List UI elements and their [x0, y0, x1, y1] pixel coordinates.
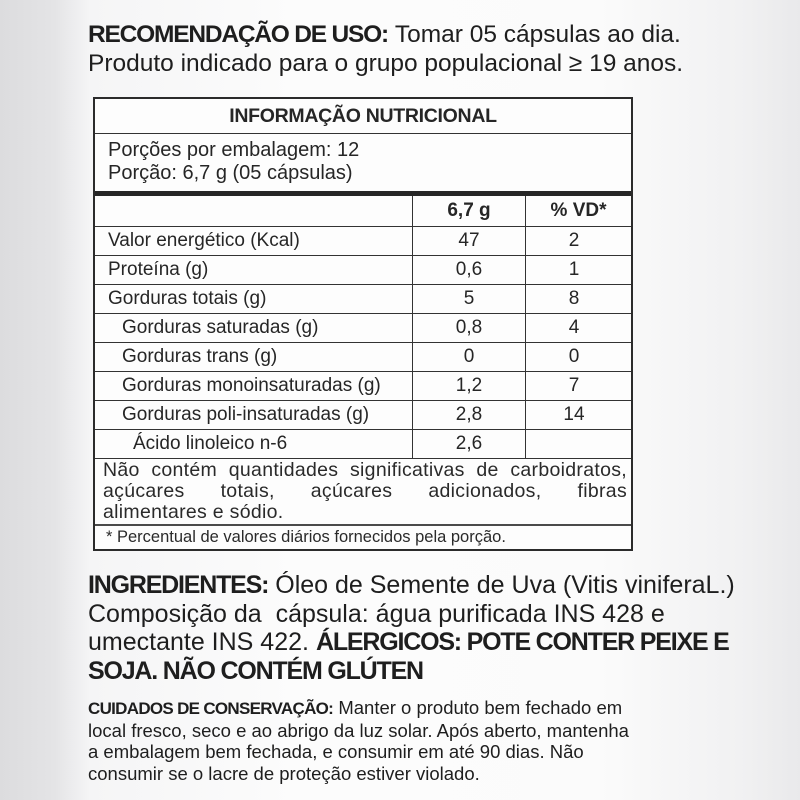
nutrient-daily-value-empty [525, 430, 631, 458]
nutrient-daily-value: 2 [525, 227, 631, 255]
usage-label: RECOMENDAÇÃO DE USO: [88, 21, 388, 48]
ingredients-label: INGREDIENTES: [88, 571, 269, 599]
nutrient-label: Gorduras saturadas (g) [122, 317, 319, 338]
storage-label: CUIDADOS DE CONSERVAÇÃO: [88, 699, 334, 718]
ingredients-line [88, 600, 735, 629]
nutrient-amount: 1,2 [412, 372, 525, 400]
serving-size: Porção: 6,7 g (05 cápsulas) [108, 162, 353, 184]
nutrient-row-energy [95, 227, 631, 256]
ingredients-text: Óleo de Semente de Uva (Vitis viniferaL.) [275, 571, 735, 599]
nutrient-row-linoleic-acid [95, 430, 631, 459]
table-header-row [95, 196, 631, 227]
header-amount: 6,7 g [412, 196, 525, 226]
nutrient-daily-value: 8 [525, 285, 631, 313]
storage-text: Manter o produto bem fechado em [338, 697, 623, 718]
nutrition-note [103, 460, 627, 523]
usage-dosage: Tomar 05 cápsulas ao dia. [394, 21, 681, 48]
nutrient-label: Gorduras totais (g) [108, 288, 267, 309]
nutrient-row-monounsaturated-fat [95, 372, 631, 401]
storage-line [88, 741, 629, 763]
ingredients-line [88, 657, 735, 686]
nutrition-note-line: Não contém quantidades significativas de carboidratos, [103, 459, 627, 481]
storage-section [88, 697, 629, 785]
daily-value-footnote: * Percentual de valores diários fornecidos pela porção. [106, 528, 506, 546]
nutrient-grid [95, 196, 631, 459]
storage-text: a embalagem bem fechada, e consumir em até 90 dias. Não [88, 741, 584, 763]
nutrient-amount: 0 [412, 343, 525, 371]
nutrient-row-total-fat [95, 285, 631, 314]
serving-info [108, 139, 359, 185]
storage-text: local fresco, seco e ao abrigo da luz solar. Após aberto, mantenha [88, 719, 629, 741]
nutrient-amount: 0,6 [412, 256, 525, 284]
usage-target-group-line [88, 49, 683, 78]
nutrient-row-trans-fat [95, 343, 631, 372]
nutrition-table-title: INFORMAÇÃO NUTRICIONAL [95, 99, 631, 134]
nutrient-row-protein [95, 256, 631, 285]
ingredients-line [88, 628, 735, 657]
nutrient-amount: 5 [412, 285, 525, 313]
storage-line [88, 720, 629, 742]
nutrient-amount: 47 [412, 227, 525, 255]
nutrient-daily-value: 7 [525, 372, 631, 400]
usage-line [88, 20, 683, 49]
nutrition-note-line: alimentares e sódio. [103, 501, 284, 523]
ingredients-section [88, 571, 735, 685]
storage-line [88, 697, 629, 720]
usage-recommendation [88, 20, 683, 78]
nutrition-note-line: açúcares totais, açúcares adicionados, fibras [103, 480, 627, 502]
nutrient-label: Gorduras trans (g) [122, 346, 278, 367]
usage-target-group: Produto indicado para o grupo populacional ≥ 19 anos. [88, 50, 684, 77]
allergens-warning: ÁLERGICOS: POTE CONTER PEIXE E [315, 628, 729, 656]
nutrient-label: Gorduras poli-insaturadas (g) [122, 404, 370, 425]
storage-line [88, 763, 629, 785]
header-daily-value: % VD* [525, 196, 631, 226]
storage-text: consumir se o lacre de proteção estiver violado. [88, 763, 480, 785]
nutrient-label: Gorduras monoinsaturadas (g) [122, 375, 381, 396]
allergens-warning: SOJA. NÃO CONTÉM GLÚTEN [88, 656, 423, 685]
nutrient-label: Ácido linoleico n-6 [133, 433, 288, 454]
servings-per-package: Porções por embalagem: 12 [108, 139, 360, 161]
nutrient-daily-value: 0 [525, 343, 631, 371]
ingredients-text: umectante INS 422. [88, 628, 309, 656]
nutrient-daily-value: 4 [525, 314, 631, 342]
header-label-cell [95, 196, 412, 226]
ingredients-text: Composição da cápsula: água purificada INS 428 e [88, 599, 665, 628]
nutrient-label: Valor energético (Kcal) [108, 230, 300, 251]
nutrient-amount: 2,8 [412, 401, 525, 429]
nutrient-label: Proteína (g) [108, 259, 209, 280]
nutrient-amount: 2,6 [412, 430, 525, 458]
nutrient-daily-value: 14 [525, 401, 631, 429]
nutrient-row-polyunsaturated-fat [95, 401, 631, 430]
nutrition-facts-table [93, 97, 633, 551]
nutrient-daily-value: 1 [525, 256, 631, 284]
nutrient-amount: 0,8 [412, 314, 525, 342]
ingredients-line [88, 571, 735, 600]
nutrient-row-saturated-fat [95, 314, 631, 343]
